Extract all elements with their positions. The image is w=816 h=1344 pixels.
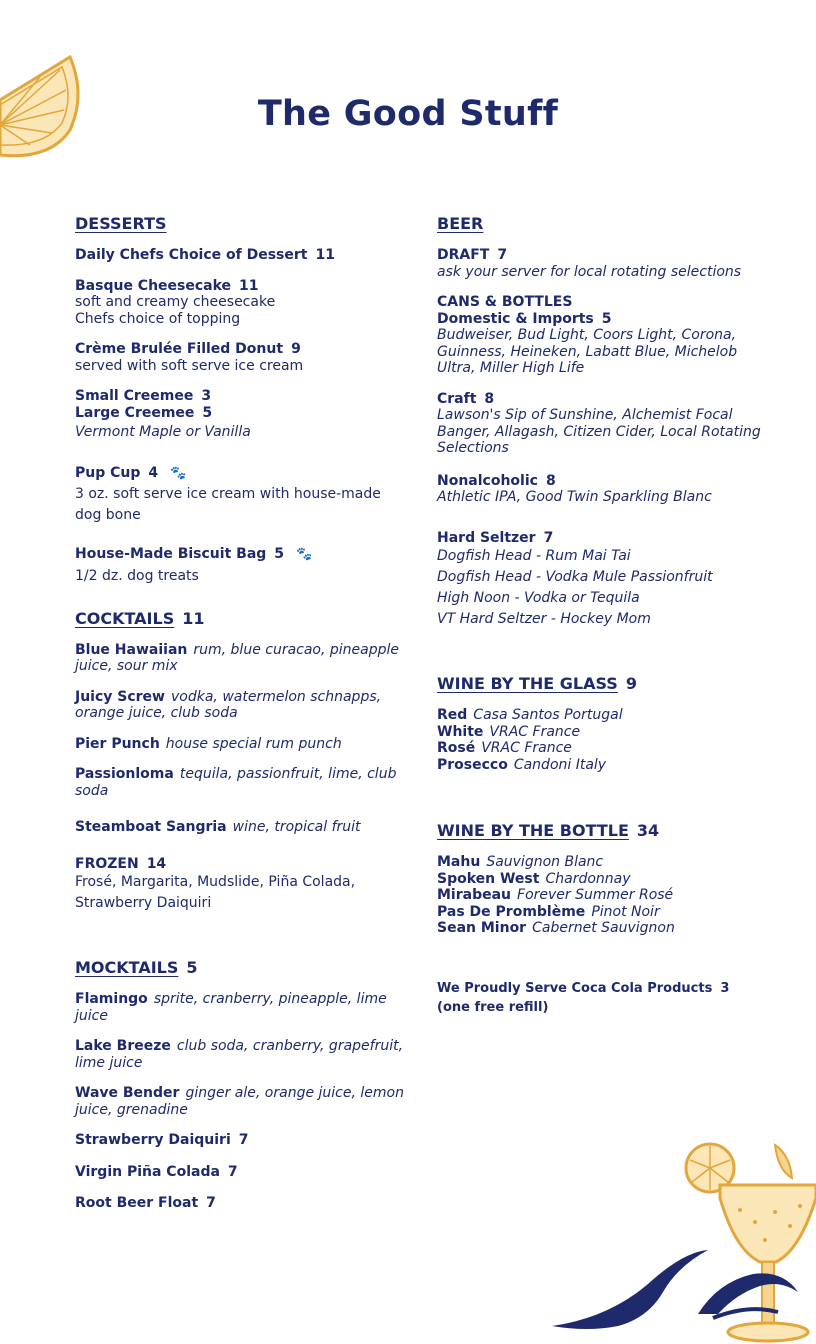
dessert-item: Small Creemee 3 Large Creemee 5 Vermont Maple or Vanilla xyxy=(75,388,251,440)
mocktails-section xyxy=(75,958,405,1212)
wave-icon xyxy=(548,1244,802,1334)
wine-glass-section xyxy=(437,674,777,773)
wine-bottle-section xyxy=(437,821,777,937)
beer-hard-seltzer: Hard Seltzer 7 Dogfish Head - Rum Mai Tai Dogfish Head - Vodka Mule Passionfruit High Noon - Vodka or Tequila VT Hard Seltzer - Hockey Mom xyxy=(437,529,713,627)
right-column xyxy=(437,214,777,1017)
cocktails-section xyxy=(75,609,405,915)
wine-bottle-list: Mahu Sauvignon Blanc Spoken West Chardonnay Mirabeau Forever Summer Rosé Pas De Promblème Pinot Noir Sean Minor Cabernet Sauvignon xyxy=(437,854,675,936)
left-column xyxy=(75,214,405,1226)
wine-bottle-heading: WINE BY THE BOTTLE 34 xyxy=(437,821,660,840)
beer-nonalcoholic: Nonalcoholic 8 Athletic IPA, Good Twin Sparkling Blanc xyxy=(437,472,712,505)
beer-draft: DRAFT 7 ask your server for local rotating selections xyxy=(437,247,742,280)
frozen-item: FROZEN 14 Frosé, Margarita, Mudslide, Piña Colada, Strawberry Daiquiri xyxy=(75,855,356,911)
beer-section xyxy=(437,214,777,630)
cocktail-item: Passionloma tequila, passionfruit, lime, club soda xyxy=(75,766,397,799)
cocktail-item: Juicy Screw vodka, watermelon schnapps, orange juice, club soda xyxy=(75,688,382,721)
dessert-item: Daily Chefs Choice of Dessert 11 xyxy=(75,247,335,263)
mocktail-item: Root Beer Float 7 xyxy=(75,1195,216,1211)
dessert-item: Crème Brulée Filled Donut 9 served with soft serve ice cream xyxy=(75,341,304,374)
mocktail-item: Virgin Piña Colada 7 xyxy=(75,1163,238,1180)
coca-cola-note: We Proudly Serve Coca Cola Products 3 (one free refill) xyxy=(437,980,730,1015)
mocktails-heading: MOCKTAILS 5 xyxy=(75,958,198,977)
cocktail-item: Pier Punch house special rum punch xyxy=(75,735,342,752)
mocktail-item: Wave Bender ginger ale, orange juice, lemon juice, grenadine xyxy=(75,1085,404,1118)
dessert-item: Basque Cheesecake 11 soft and creamy cheesecake Chefs choice of topping xyxy=(75,277,276,327)
beer-heading: BEER xyxy=(437,214,484,233)
mocktail-item: Strawberry Daiquiri 7 xyxy=(75,1132,249,1148)
dessert-item: Pup Cup 4 🐾 3 oz. soft serve ice cream with house-made dog bone xyxy=(75,464,381,523)
cocktail-item: Steamboat Sangria wine, tropical fruit xyxy=(75,819,361,835)
desserts-section xyxy=(75,214,405,587)
dessert-item: House-Made Biscuit Bag 5 🐾 1/2 dz. dog treats xyxy=(75,546,313,584)
page-title: The Good Stuff xyxy=(257,94,559,134)
paw-print-icon: 🐾 xyxy=(170,465,187,481)
beer-craft: Craft 8 Lawson's Sip of Sunshine, Alchemist Focal Banger, Allagash, Citizen Cider, Local Rotating Selections xyxy=(437,390,761,456)
desserts-heading: DESSERTS xyxy=(75,214,167,233)
paw-print-icon: 🐾 xyxy=(296,547,313,562)
beer-cans: CANS & BOTTLES Domestic & Imports 5 Budweiser, Bud Light, Coors Light, Corona, Guinness, Heineken, Labatt Blue, Michelob Ultra, Miller High Life xyxy=(437,294,738,376)
mocktail-item: Flamingo sprite, cranberry, pineapple, lime juice xyxy=(75,991,387,1024)
wine-glass-list: Red Casa Santos Portugal White VRAC France Rosé VRAC France Prosecco Candoni Italy xyxy=(437,707,623,773)
wine-glass-heading: WINE BY THE GLASS 9 xyxy=(437,674,637,693)
mocktail-item: Lake Breeze club soda, cranberry, grapefruit, lime juice xyxy=(75,1038,404,1071)
cocktails-heading: COCKTAILS 11 xyxy=(75,608,205,628)
cocktail-item: Blue Hawaiian rum, blue curacao, pineapple juice, sour mix xyxy=(75,641,400,674)
